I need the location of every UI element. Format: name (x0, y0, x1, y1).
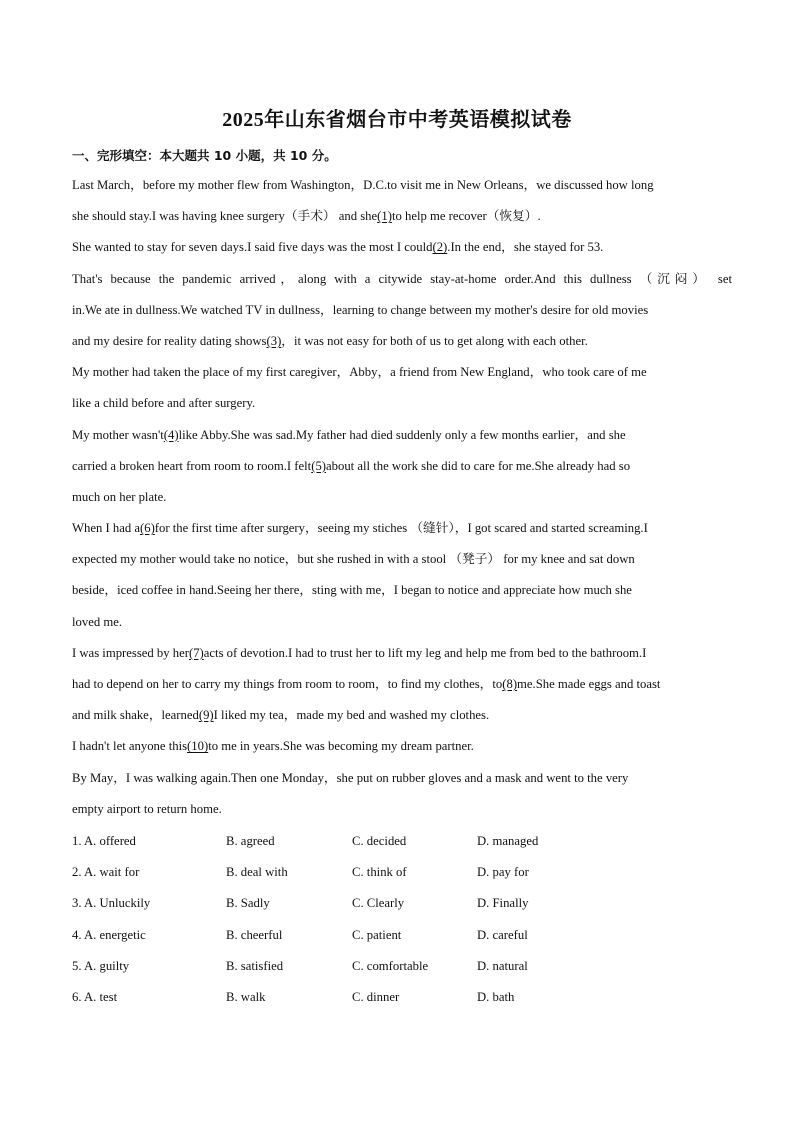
option-d: D. pay for (477, 865, 529, 880)
cloze-blank: (10) (187, 739, 209, 754)
passage-text: I liked my tea，made my bed and washed my clothes. (213, 708, 490, 723)
passage-line (72, 172, 732, 203)
passage-text: acts of devotion.I had to trust her to lift my leg and help me from bed to the bathroom.I (203, 645, 647, 660)
passage-line (72, 702, 732, 733)
passage-line (72, 515, 732, 546)
passage-line (72, 359, 732, 390)
passage-text: I hadn't let anyone this (72, 739, 188, 754)
option-d: D. Finally (477, 896, 529, 911)
passage-text: me.She made eggs and toast (517, 677, 661, 691)
option-c: C. think of (352, 865, 407, 880)
option-b: B. deal with (226, 865, 288, 880)
question-options-row (72, 953, 732, 984)
option-c: C. dinner (352, 989, 400, 1004)
passage-line (72, 453, 732, 484)
option-b: B. agreed (226, 834, 275, 848)
question-options-row (72, 922, 732, 953)
cloze-blank: (2) (432, 240, 448, 255)
cloze-blank: (9) (198, 708, 214, 723)
passage-text: like a child before and after surgery. (72, 396, 256, 411)
option-b: B. walk (226, 989, 266, 1004)
passage-text: to me in years.She was becoming my dream partner. (208, 739, 474, 754)
option-b: B. cheerful (226, 927, 283, 942)
cloze-passage (72, 172, 732, 827)
question-options-row (72, 890, 732, 921)
option-d: D. bath (477, 989, 515, 1004)
option-b: B. satisfied (226, 958, 284, 973)
cloze-blank: (3) (266, 333, 282, 348)
page-title: 2025年山东省烟台市中考英语模拟试卷 (222, 109, 572, 131)
passage-text: for the first time after surgery，seeing my stiches （缝针），I got scared and started screaming.I (154, 521, 648, 536)
passage-line (72, 328, 732, 359)
option-b: B. Sadly (226, 896, 270, 911)
question-number-option-a: 4. A. energetic (72, 927, 146, 942)
passage-line (72, 640, 732, 671)
section-heading: 一、完形填空：本大题共 10 小题，共 10 分。 (72, 148, 337, 163)
passage-text: .In the end，she stayed for 53. (447, 240, 604, 255)
passage-line (72, 484, 732, 515)
question-number-option-a: 1. A. offered (72, 834, 136, 848)
passage-text: carried a broken heart from room to room.I felt (72, 458, 312, 473)
question-options-row (72, 859, 732, 890)
passage-text: like Abby.She was sad.My father had died suddenly only a few months earlier，and she (178, 427, 626, 442)
passage-text: She wanted to stay for seven days.I said five days was the most I could (72, 240, 433, 255)
passage-line (72, 390, 732, 421)
passage-text: loved me. (72, 614, 123, 629)
passage-text: she should stay.I was having knee surgery（手术） and she (72, 209, 378, 224)
passage-text: much on her plate. (72, 489, 167, 504)
cloze-blank: (7) (188, 645, 204, 660)
passage-line (72, 796, 732, 827)
question-options-row (72, 984, 732, 1015)
question-number-option-a: 5. A. guilty (72, 958, 130, 973)
option-d: D. careful (477, 927, 528, 942)
cloze-blank: (8) (502, 677, 518, 691)
option-c: C. Clearly (352, 896, 405, 911)
passage-text: beside，iced coffee in hand.Seeing her there，sting with me，I began to notice and appreciate how much she (72, 583, 632, 598)
passage-text: had to depend on her to carry my things from room to room，to find my clothes，to (72, 677, 503, 691)
passage-text: ，it was not easy for both of us to get along with each other. (281, 333, 588, 348)
passage-text: When I had a (72, 521, 140, 536)
answer-options (72, 828, 732, 1015)
passage-line (72, 609, 732, 640)
option-d: D. managed (477, 834, 539, 848)
option-c: C. decided (352, 834, 407, 848)
question-number-option-a: 2. A. wait for (72, 865, 140, 880)
passage-line (72, 297, 732, 328)
passage-line (72, 733, 732, 764)
passage-text: I was impressed by her (72, 645, 189, 660)
passage-text: and milk shake，learned (72, 708, 199, 723)
passage-text: That's because the pandemic arrived，along with a citywide stay-at-home order.And this dullness （沉闷） set (72, 271, 732, 286)
option-d: D. natural (477, 958, 528, 973)
passage-text: expected my mother would take no notice，but she rushed in with a stool （凳子） for my knee and sat down (72, 552, 635, 567)
passage-text: By May，I was walking again.Then one Monday，she put on rubber gloves and a mask and went to the very (72, 770, 629, 785)
passage-line (72, 671, 732, 702)
question-options-row (72, 828, 732, 859)
passage-text: Last March，before my mother flew from Washington，D.C.to visit me in New Orleans，we discussed how long (72, 178, 654, 192)
passage-line (72, 266, 732, 297)
question-number-option-a: 3. A. Unluckily (72, 896, 151, 911)
cloze-blank: (6) (140, 521, 155, 536)
cloze-blank: (1) (377, 209, 392, 224)
passage-text: to help me recover（恢复）. (391, 209, 541, 224)
passage-text: My mother wasn't (72, 427, 164, 442)
passage-text: and my desire for reality dating shows (72, 333, 267, 348)
cloze-blank: (5) (311, 458, 327, 473)
passage-text: about all the work she did to care for me.She already had so (326, 458, 631, 473)
passage-line (72, 422, 732, 453)
cloze-blank: (4) (163, 427, 179, 442)
question-number-option-a: 6. A. test (72, 989, 118, 1004)
passage-line (72, 203, 732, 234)
passage-text: empty airport to return home. (72, 801, 222, 816)
passage-text: My mother had taken the place of my first caregiver，Abby，a friend from New England，who took care of me (72, 365, 647, 380)
passage-line (72, 546, 732, 577)
option-c: C. comfortable (352, 958, 429, 973)
passage-line (72, 234, 732, 265)
option-c: C. patient (352, 927, 402, 942)
passage-text: in.We ate in dullness.We watched TV in dullness，learning to change between my mother's desire for old movies (72, 302, 649, 317)
passage-line (72, 765, 732, 796)
passage-line (72, 577, 732, 608)
